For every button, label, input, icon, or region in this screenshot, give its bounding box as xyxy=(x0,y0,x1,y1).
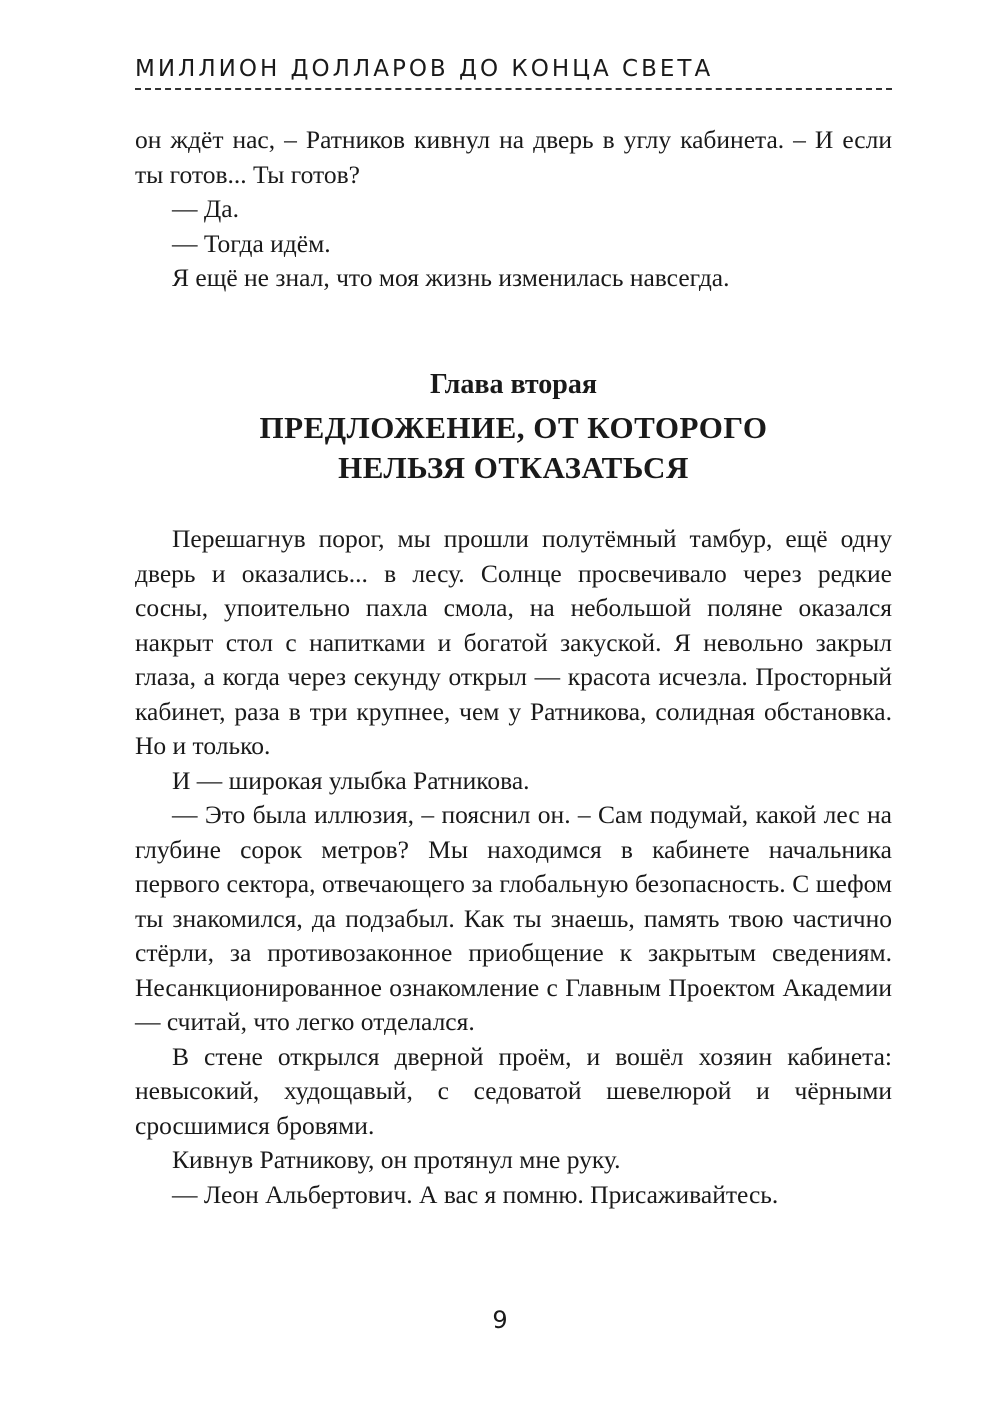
chapter-title-line-1: ПРЕДЛОЖЕНИЕ, ОТ КОТОРОГО xyxy=(259,410,768,445)
chapter-title-line-2: НЕЛЬЗЯ ОТКАЗАТЬСЯ xyxy=(338,450,689,485)
paragraph: он ждёт нас, – Ратников кивнул на дверь в углу кабинета. – И если ты готов... Ты готов? xyxy=(135,125,892,189)
running-head: МИЛЛИОН ДОЛЛАРОВ ДО КОНЦА СВЕТА xyxy=(135,56,714,82)
chapter-heading xyxy=(135,367,892,488)
paragraph: — Тогда идём. xyxy=(172,228,331,258)
paragraph: — Да. xyxy=(172,194,239,223)
running-head-rule xyxy=(135,88,892,90)
paragraph: — Леон Альбертович. А вас я помню. Присаживайтесь. xyxy=(172,1179,779,1209)
paragraph: Перешагнув порог, мы прошли полутёмный тамбур, ещё одну дверь и оказались... в лесу. Солнце просвечивало через редкие сосны, упоительно пахла смола, на небольшой поляне оказался накрыт стол с напитками и богатой закуской. Я невольно закрыл глаза, а когда через секунду открыл — красота исчезла. Просторный кабинет, раза в три крупнее, чем у Ратникова, солидная обстановка. Но и только. xyxy=(135,524,892,760)
chapter-body xyxy=(135,522,892,1212)
paragraph: Кивнув Ратникову, он протянул мне руку. xyxy=(172,1145,621,1174)
paragraph: В стене открылся дверной проём, и вошёл хозяин кабинета: невысокий, худощавый, с седоватой шевелюрой и чёрными сросшимися бровями. xyxy=(135,1041,892,1140)
chapter-label: Глава вторая xyxy=(429,369,597,400)
paragraph: И — широкая улыбка Ратникова. xyxy=(172,765,530,795)
paragraph: — Это была иллюзия, – пояснил он. – Сам подумай, какой лес на глубине сорок метров? Мы находимся в кабинете начальника первого сектора, отвечающего за глобальную безопасность. С шефом ты знакомился, да подзабыл. Как ты знаешь, память твою частично стёрли, за противозаконное приобщение к закрытым сведениям. Несанкционированное ознакомление с Главным Проектом Академии — считай, что легко отделался. xyxy=(135,800,892,1036)
paragraph: Я ещё не знал, что моя жизнь изменилась навсегда. xyxy=(172,263,730,292)
continued-text xyxy=(135,123,892,296)
page-number: 9 xyxy=(492,1306,508,1334)
